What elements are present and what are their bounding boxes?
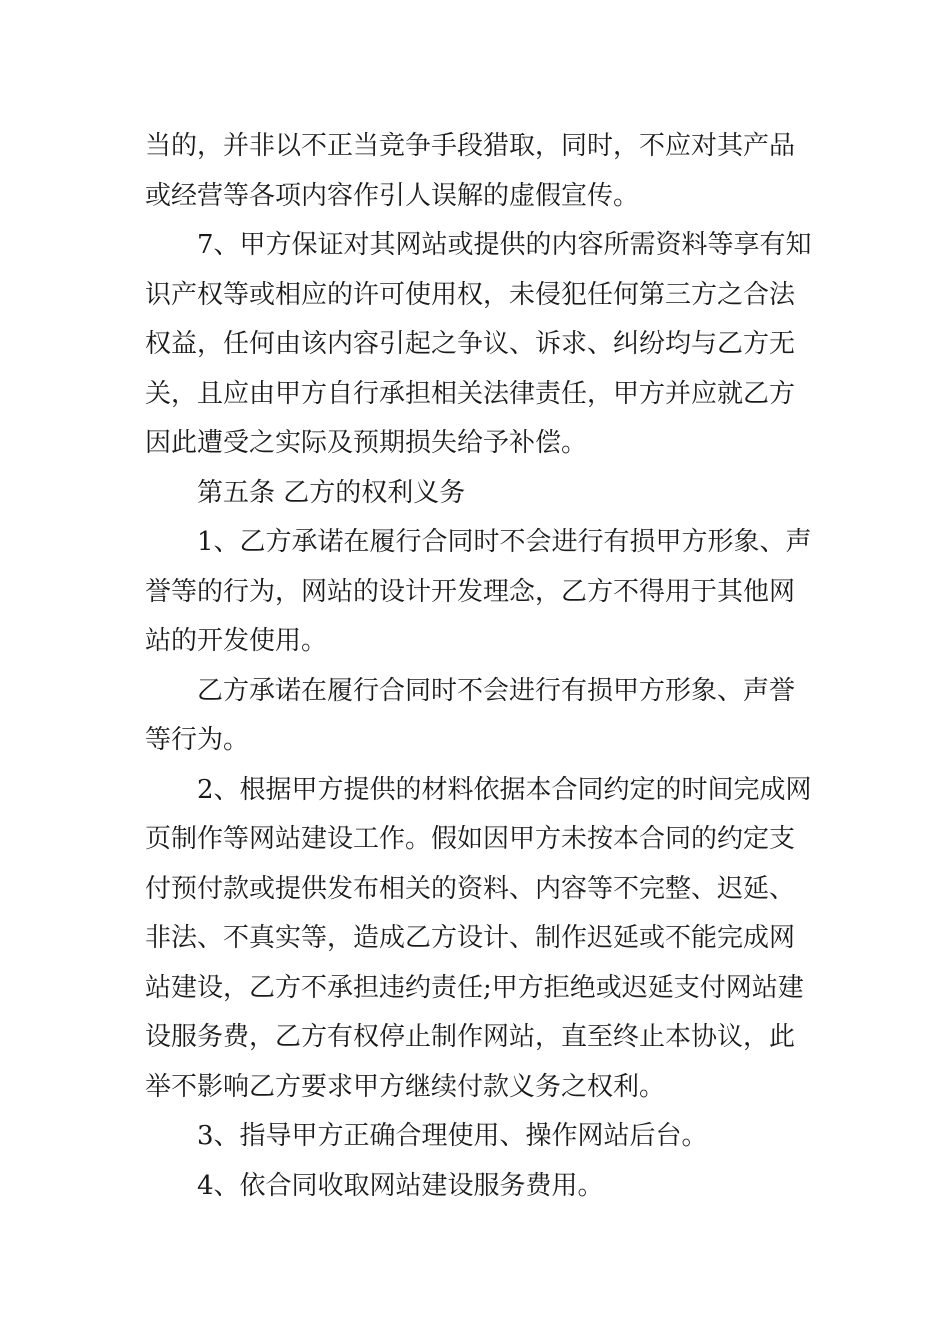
paragraph-clause-3 (145, 1112, 810, 1162)
text-line: 或经营等各项内容作引人误解的虚假宣传。 (145, 180, 640, 211)
text-line: 誉等的行为，网站的设计开发理念，乙方不得用于其他网 (145, 576, 796, 607)
text-line: 乙方承诺在履行合同时不会进行有损甲方形象、声誉 (197, 675, 796, 706)
paragraph-clause-2 (145, 766, 810, 1113)
paragraph-clause-7 (145, 221, 810, 469)
text-line: 付预付款或提供发布相关的资料、内容等不完整、迟延、 (145, 873, 796, 904)
text-line: 当的，并非以不正当竞争手段猎取，同时，不应对其产品 (145, 131, 796, 161)
text-line: 非法、不真实等，造成乙方设计、制作迟延或不能完成网 (145, 923, 796, 953)
paragraph-commitment (145, 667, 810, 766)
text-line: 2、根据甲方提供的材料依据本合同约定的时间完成网 (197, 774, 812, 805)
heading-text: 第五条 乙方的权利义务 (197, 477, 466, 508)
text-line: 设服务费，乙方有权停止制作网站，直至终止本协议，此 (145, 1022, 796, 1052)
section-heading (145, 469, 810, 519)
text-line: 识产权等或相应的许可使用权，未侵犯任何第三方之合法 (145, 279, 796, 310)
text-line: 页制作等网站建设工作。假如因甲方未按本合同的约定支 (145, 824, 796, 854)
document-body (145, 122, 810, 1211)
text-line: 3、指导甲方正确合理使用、操作网站后台。 (197, 1121, 708, 1151)
text-line: 举不影响乙方要求甲方继续付款义务之权利。 (145, 1071, 666, 1102)
text-line: 等行为。 (145, 725, 250, 755)
paragraph-clause-1 (145, 518, 810, 667)
text-line: 权益，任何由该内容引起之争议、诉求、纠纷均与乙方无 (145, 329, 796, 359)
text-line: 站建设，乙方不承担违约责任;甲方拒绝或迟延支付网站建 (145, 972, 804, 1003)
text-line: 因此遭受之实际及预期损失给予补偿。 (145, 428, 588, 458)
text-line: 1、乙方承诺在履行合同时不会进行有损甲方形象、声 (197, 527, 812, 557)
text-line: 关，且应由甲方自行承担相关法律责任，甲方并应就乙方 (145, 378, 796, 409)
text-line: 4、依合同收取网站建设服务费用。 (197, 1170, 604, 1201)
text-line: 站的开发使用。 (145, 626, 328, 656)
paragraph-continuation (145, 122, 810, 221)
text-line: 7、甲方保证对其网站或提供的内容所需资料等享有知 (197, 230, 812, 260)
paragraph-clause-4 (145, 1162, 810, 1212)
